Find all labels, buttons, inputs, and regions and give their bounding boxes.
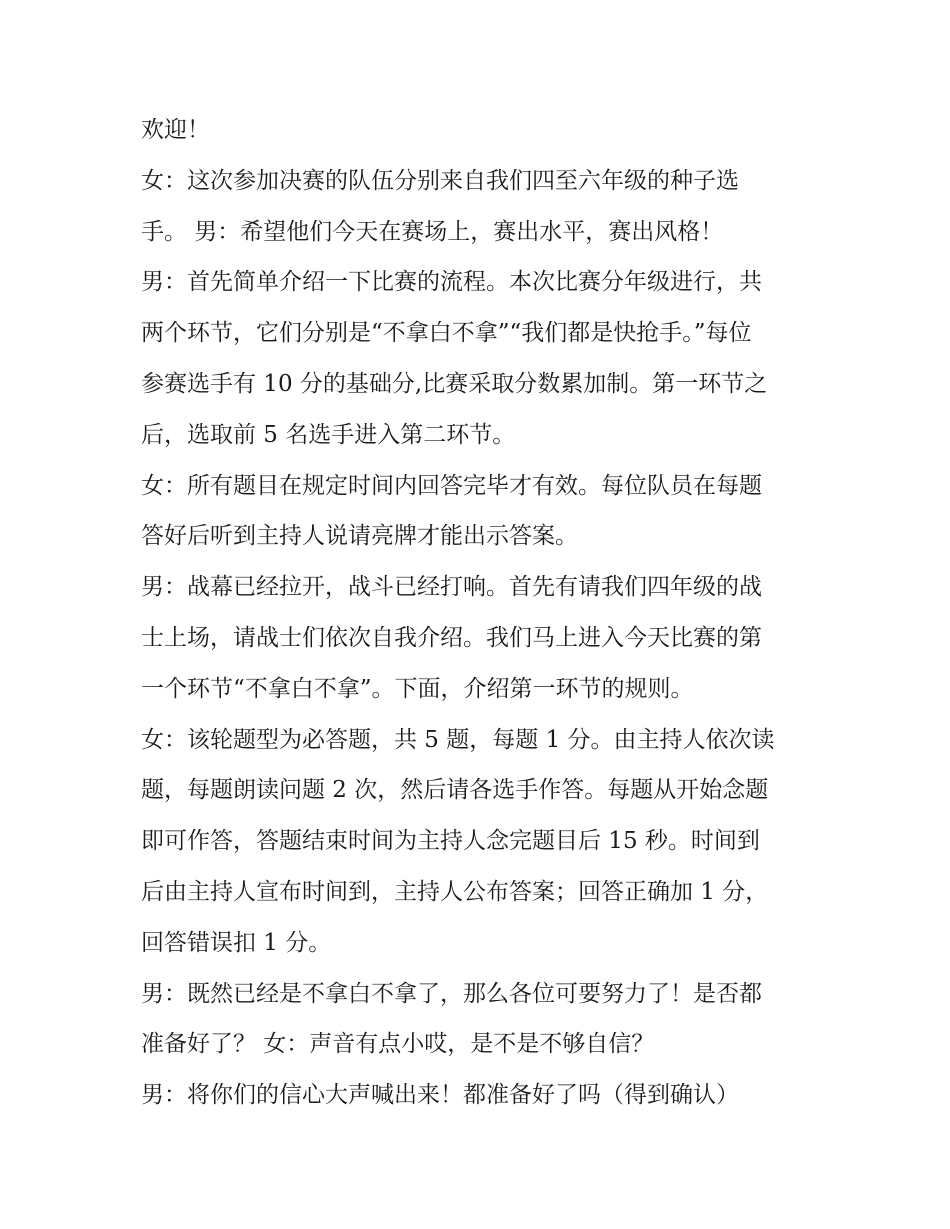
text-line: 两个环节，它们分别是“不拿白不拿”“我们都是快抢手。”每位 [141,320,752,347]
text-line: 后由主持人宣布时间到，主持人公布答案；回答正确加 1 分， [141,878,769,905]
text-line: 即可作答，答题结束时间为主持人念完题目后 15 秒。时间到 [141,828,760,855]
text-line: 准备好了？ 女：声音有点小哎，是不是不够自信？ [141,1031,655,1058]
text-line: 士上场，请战士们依次自我介绍。我们马上进入今天比赛的第 [141,624,762,651]
text-line: 男：首先简单介绍一下比赛的流程。本次比赛分年级进行，共 [141,269,762,296]
text-line: 欢迎！ [141,117,210,143]
text-line: 女：这次参加决赛的队伍分别来自我们四至六年级的种子选 [141,167,739,194]
text-line: 回答错误扣 1 分。 [141,929,332,956]
text-line: 女：所有题目在规定时间内回答完毕才有效。每位队员在每题 [141,472,762,499]
text-line: 答好后听到主持人说请亮牌才能出示答案。 [141,523,578,550]
text-line: 男：战幕已经拉开，战斗已经打响。首先有请我们四年级的战 [141,574,762,601]
text-line: 后，选取前 5 名选手进入第二环节。 [141,421,516,448]
text-line: 手。 男：希望他们今天在赛场上，赛出水平，赛出风格！ [141,218,724,245]
text-line: 男：将你们的信心大声喊出来！都准备好了吗（得到确认） [141,1082,739,1109]
text-line: 参赛选手有 10 分的基础分,比赛采取分数累加制。第一环节之 [141,370,768,397]
text-line: 男：既然已经是不拿白不拿了，那么各位可要努力了！是否都 [141,980,762,1007]
text-line: 题，每题朗读问题 2 次，然后请各选手作答。每题从开始念题 [141,777,769,804]
text-line: 一个环节“不拿白不拿”。下面，介绍第一环节的规则。 [141,675,694,702]
text-line: 女：该轮题型为必答题，共 5 题，每题 1 分。由主持人依次读 [141,726,775,753]
document-body [141,105,813,1121]
